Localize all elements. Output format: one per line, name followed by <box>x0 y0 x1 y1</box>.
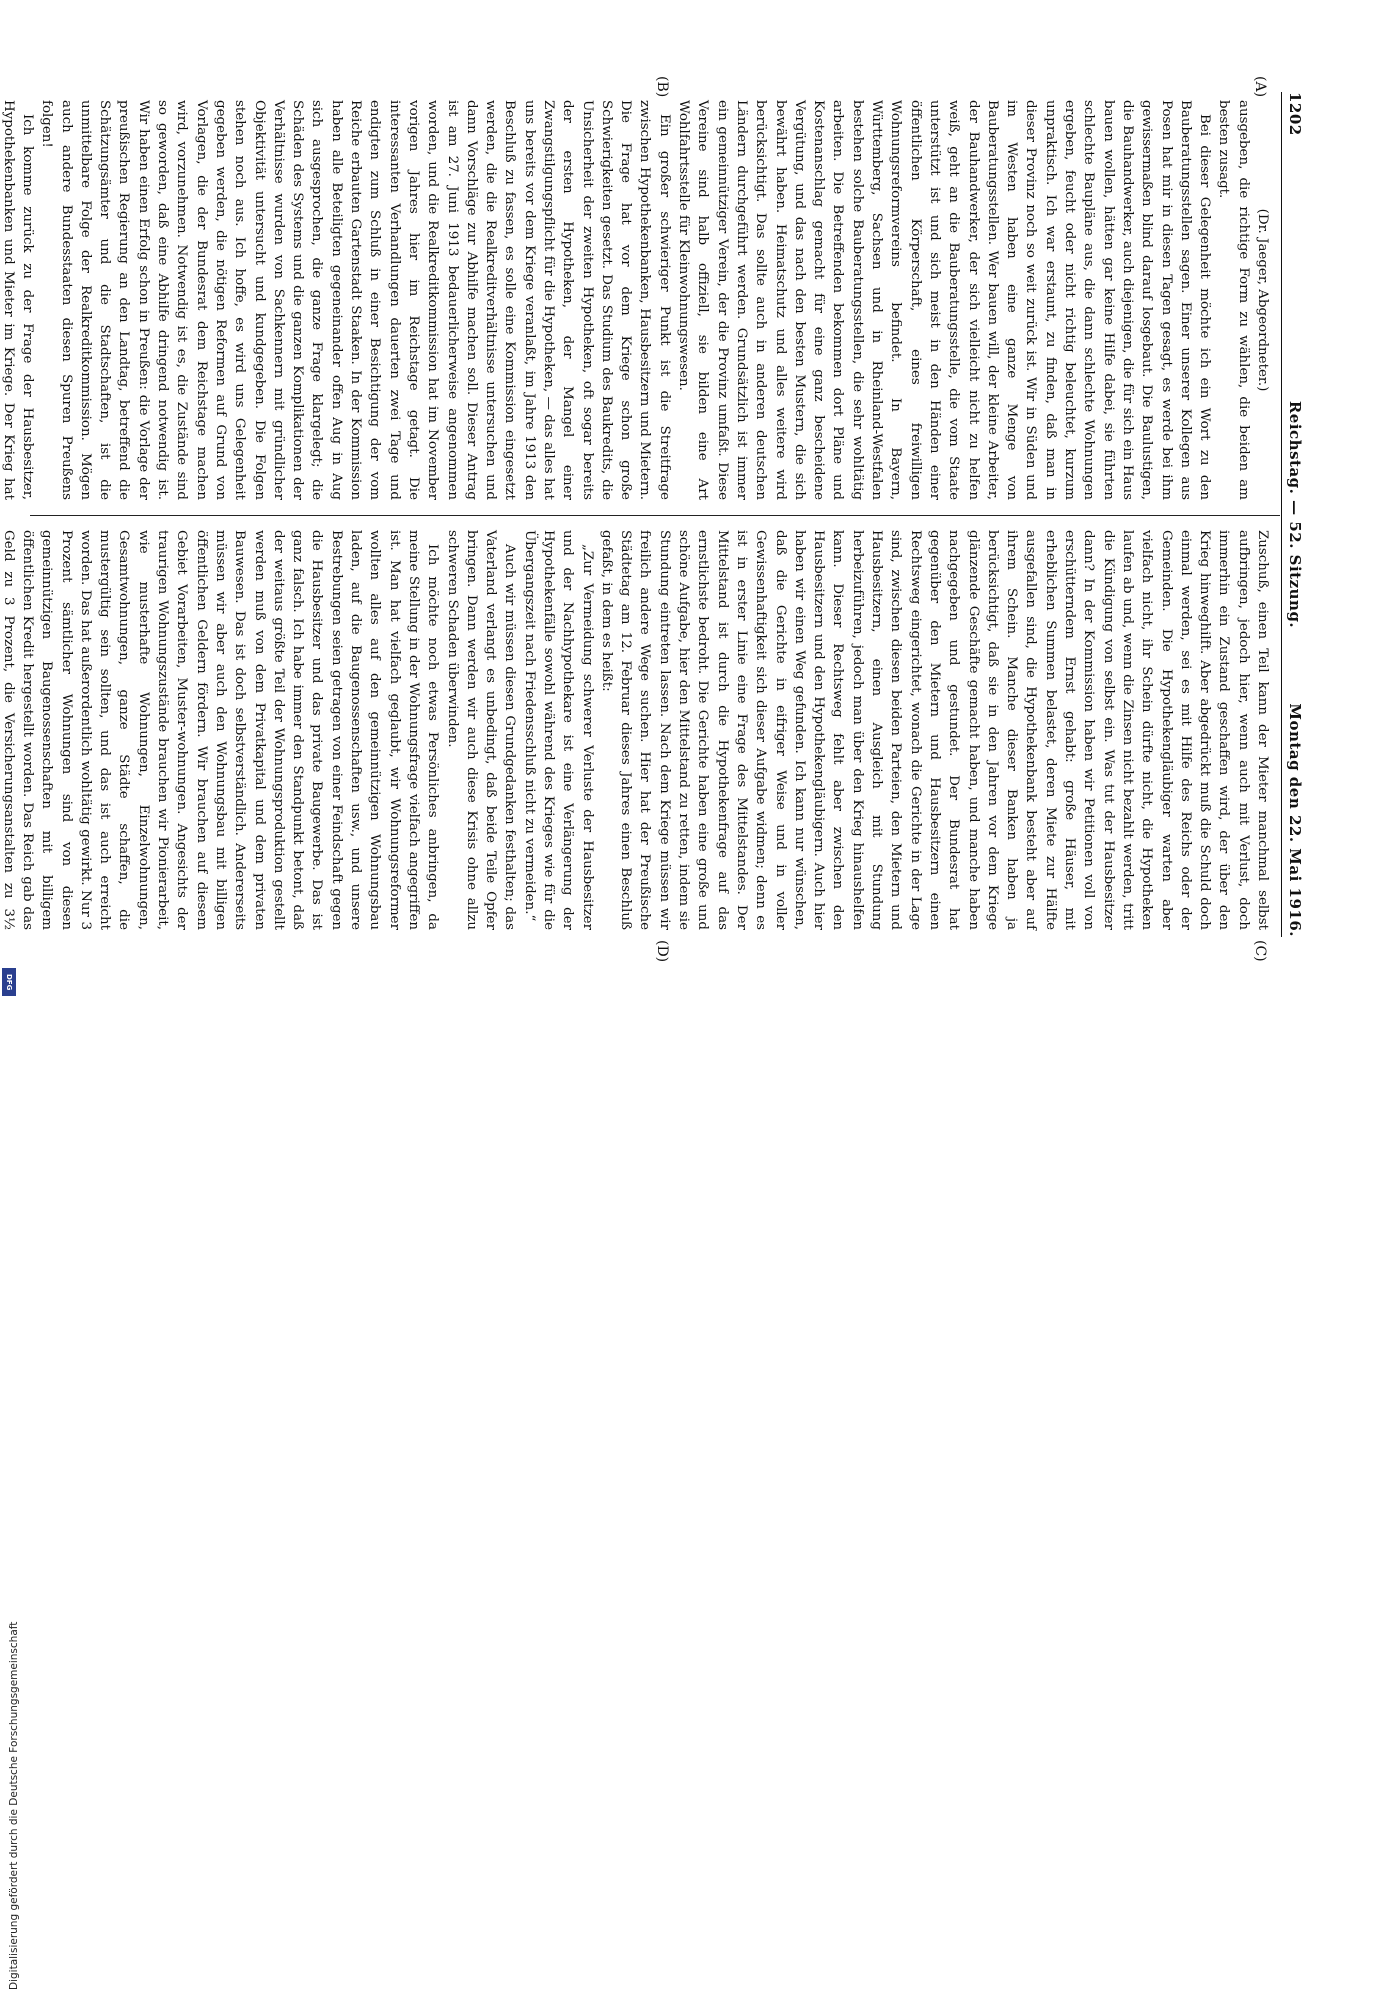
paragraph: ausgeben, die richtige Form zu wählen, die beiden am besten zusagt. <box>1216 100 1251 500</box>
speaker-line: (Dr. Jaeger, Abgeordneter.) <box>1255 208 1270 392</box>
paragraph: Ein großer schwieriger Punkt ist die Streitfrage zwischen Hypothekenbanken, Hausbesitzern und Mietern. Die Frage hat vor dem Kriege schon große Schwierigkeiten gesetzt. Das Studium des Baukredits, die Unsicherheit der zweiten Hypotheken, oft sogar bereits der ersten Hypotheken, der Mangel einer Zwangstilgungspflicht für die Hypotheken, — das alles hat uns bereits vor dem Kriege veranlaßt, im Jahre 1913 den Beschluß zu fassen, es solle eine Kommission eingesetzt werden, die die Realkreditverhältnisse untersuchen und dann Vorschläge zur Abhilfe machen soll. Dieser Antrag ist am 27. Juni 1913 bedauerlicherweise angenommen worden, und die Realkreditkommission hat im November vorigen Jahres hier im Reichstage getagt. Die interessanten Verhandlungen dauerten zwei Tage und endigten zum Schluß in einer Besichtigung der vom Reiche erbauten Gartenstadt Staaken. In der Kommission haben alle Beteiligten gegeneinander offen Aug in Aug sich ausgesprochen, die ganze Frage klargelegt; die Schäden des Systems und die ganzen Komplikationen der Verhältnisse wurden von Sachkennern mit gründlicher Objektivität untersucht und kundgegeben. Die Folgen stehen noch aus. Ich hoffe, es wird uns Gelegenheit gegeben werden, die nötigen Reformen auf Grund von Vorlagen, die der Bundesrat dem Reichstage machen wird, vorzunehmen. Notwendig ist es, die Zustände sind so geworden, daß eine Abhilfe dringend notwendig ist. Wir haben einen Erfolg schon in Preußen: die Vorlage der preußischen Regierung an den Landtag, betreffend die Schätzungsämter und die Stadtschaften, ist die unmittelbare Folge der Realkreditkommission. Mögen auch andere Bundesstaaten diesen Spuren Preußens folgen! <box>39 100 672 500</box>
right-column <box>0 530 1272 930</box>
paragraph: Bei dieser Gelegenheit möchte ich ein Wort zu den Bauberatungsstellen sagen. Einer unserer Kollegen aus Posen hat mir in diesen Tagen gesagt, es werde bei ihm gewissermaßen blind darauf losgebaut. Die Baulustigen, die Bauhandwerker, auch diejenigen, die für sich ein Haus bauen wollen, hätten gar keine Hilfe dabei, sie führten schlechte Baupläne aus, die dann schlechte Wohnungen ergeben, feucht oder nicht richtig beleuchtet, kurzum unpraktisch. Ich war erstaunt, zu finden, daß man in dieser Provinz noch so weit zurück ist. Wir in Süden und im Westen haben eine ganze Menge von Bauberatungsstellen. Wer bauen will, der kleine Arbeiter, der Bauhandwerker, der sich vielleicht nicht zu helfen weiß, geht an die Bauberatungsstelle, die vom Staate unterstützt ist und sich meist in den Händen einer öffentlichen Körperschaft, eines freiwilligen Wohnungsreformvereins befindet. In Bayern, Württemberg, Sachsen und in Rheinland-Westfalen bestehen solche Bauberatungsstellen, die sehr wohltätig arbeiten. Die Betreffenden bekommen dort Pläne und Kostenanschlag gemacht für eine ganz bescheidene Vergütung, und das nach den besten Mustern, die sich bewährt haben. Heimatschutz und alles weitere wird berücksichtigt. Das sollte auch in anderen deutschen Ländern durchgeführt werden. Grundsätzlich ist immer ein gemeinnütziger Verein, der die Provinz umfaßt. Diese Vereine sind halb offiziell, sie bilden eine Art Wohlfahrtsstelle für Kleinwohnungswesen. <box>676 100 1213 500</box>
digitization-credit <box>8 1000 26 2000</box>
session-date: Montag den 22. Mai 1916. <box>1286 703 1304 937</box>
paragraph: Auch wir müssen diesen Grundgedanken festhalten; das Vaterland verlangt es unbedingt, daß beide Teile Opfer bringen. Dann werden wir auch diese Krisis ohne allzu schweren Schaden überwinden. <box>444 530 518 930</box>
page-header <box>1282 92 1304 937</box>
credit-text: Digitalisierung gefördert durch die Deutsche Forschungsgemeinschaft <box>8 1621 20 1990</box>
left-column <box>0 100 1272 500</box>
margin-mark-a: (A) <box>1252 76 1268 98</box>
paragraph: Ich möchte noch etwas Persönliches anbringen, da meine Stellung in der Wohnungsfrage vielfach angegriffen ist. Man hat vielfach geglaubt, wir Wohnungsreformer wollten alles auf den gemeinnützigen Wohnungsbau laden, auf die Baugenossenschaften usw., und unsere Bestrebungen seien getragen von einer Feindschaft gegen die Hausbesitzer und das private Baugewerbe. Das ist ganz falsch. Ich habe immer den Standpunkt betont, daß der weitaus größte Teil der Wohnungsproduktion gestellt werden muß von dem Privatkapital und dem privaten Bauwesen. Das ist doch selbstverständlich. Andererseits müssen wir aber auch den Wohnungsbau mit billigen öffentlichen Geldern fördern. Wir brauchen auf diesem Gebiet Vorarbeiten, Muster-wohnungen. Angesichts der traurigen Wohnungszustände brauchen wir Pionierarbeit, wie musterhafte Wohnungen, Einzelwohnungen, Gesamtwohnungen, ganze Städte schaffen, die mustergültig sein sollten, und das ist auch erreicht worden. Das hat außerordentlich wohltätig gewirkt. Nur 3 Prozent sämtlicher Wohnungen sind von diesen gemeinnützigen Baugenossenschaften mit billigem öffentlichen Kredit hergestellt worden. Das Reich gab das Geld zu 3 Prozent, die Versicherungsanstalten zu 3½ <box>0 530 441 930</box>
header-rule <box>1281 92 1282 937</box>
column-divider <box>30 515 1280 516</box>
paragraph: Ich komme zurück zu der Frage der Hausbesitzer, Hypothekenbanken und Mieter im Kriege. Der Krieg hat <box>0 100 35 500</box>
quotation: „Zur Vermeidung schwerer Verluste der Hausbesitzer und der Nachhypothekare ist eine Verlängerung der Hypothekenfälle sowohl während des Krieges wie für die Übergangszeit nach Friedensschluß nicht zu vermeiden.“ <box>521 530 595 930</box>
page-number: 1202 <box>1286 92 1304 136</box>
paragraph: Zuschuß, einen Teil kann der Mieter manchmal selbst aufbringen, jedoch hier, wenn auch mit Verlust, doch immerhin ein Zustand geschaffen wird, der über den Krieg hinweghilft. Aber abgedrückt muß die Schuld doch einmal werden, sei es mit Hilfe des Reichs oder der Gemeinden. Die Hypothekengläubiger warten aber vielfach nicht, ihr Schein dürfte nicht, die Hypotheken laufen ab und, wenn die Zinsen nicht bezahlt werden, tritt die Kündigung von selbst ein. Was tut der Hausbesitzer dann? In der Kommission haben wir Petitionen voll von erschütterndem Ernst gehabt: große Häuser, mit erheblichen Summen belastet, deren Miete zur Hälfte ausgefallen sind, die Hypothekenbank besteht aber auf ihrem Schein. Manche dieser Banken haben ja berücksichtigt, daß sie in den Jahren vor dem Kriege glänzende Geschäfte gemacht haben, und manche haben nachgegeben und gestundet. Der Bundesrat hat gegenüber den Mietern und Hausbesitzern einen Rechtsweg eingerichtet, wonach die Gerichte in der Lage sind, zwischen diesen beiden Parteien, den Mietern und Hausbesitzern, einen Ausgleich mit Stundung herbeizuführen, jedoch man über den Krieg hinaushelfen kann. Dieser Rechtsweg fehlt aber zwischen den Hausbesitzern und den Hypothekengläubigern. Auch hier haben wir einen Weg gefunden. Ich kann nur wünschen, daß die Gerichte in eifriger Weise und in voller Gewissenhaftigkeit sich dieser Aufgabe widmen; denn es ist in erster Linie eine Frage des Mittelstandes. Der Mittelstand ist durch die Hypothekenfrage auf das ernstlichste bedroht. Die Gerichte haben eine große und schöne Aufgabe, hier den Mittelstand zu retten, indem sie Stundung eintreten lassen. Nach dem Kriege müssen wir freilich andere Wege suchen. Hier hat der Preußische Städtetag am 12. Februar dieses Jahres einen Beschluß gefaßt, in dem es heißt: <box>598 530 1270 930</box>
margin-mark-d: (D) <box>654 940 670 963</box>
document-page <box>0 0 1330 1000</box>
session-title: Reichstag. — 52. Sitzung. <box>1286 400 1304 629</box>
margin-mark-b: (B) <box>654 76 670 98</box>
margin-mark-c: (C) <box>1252 940 1268 962</box>
dfg-logo: DFG <box>2 968 16 996</box>
